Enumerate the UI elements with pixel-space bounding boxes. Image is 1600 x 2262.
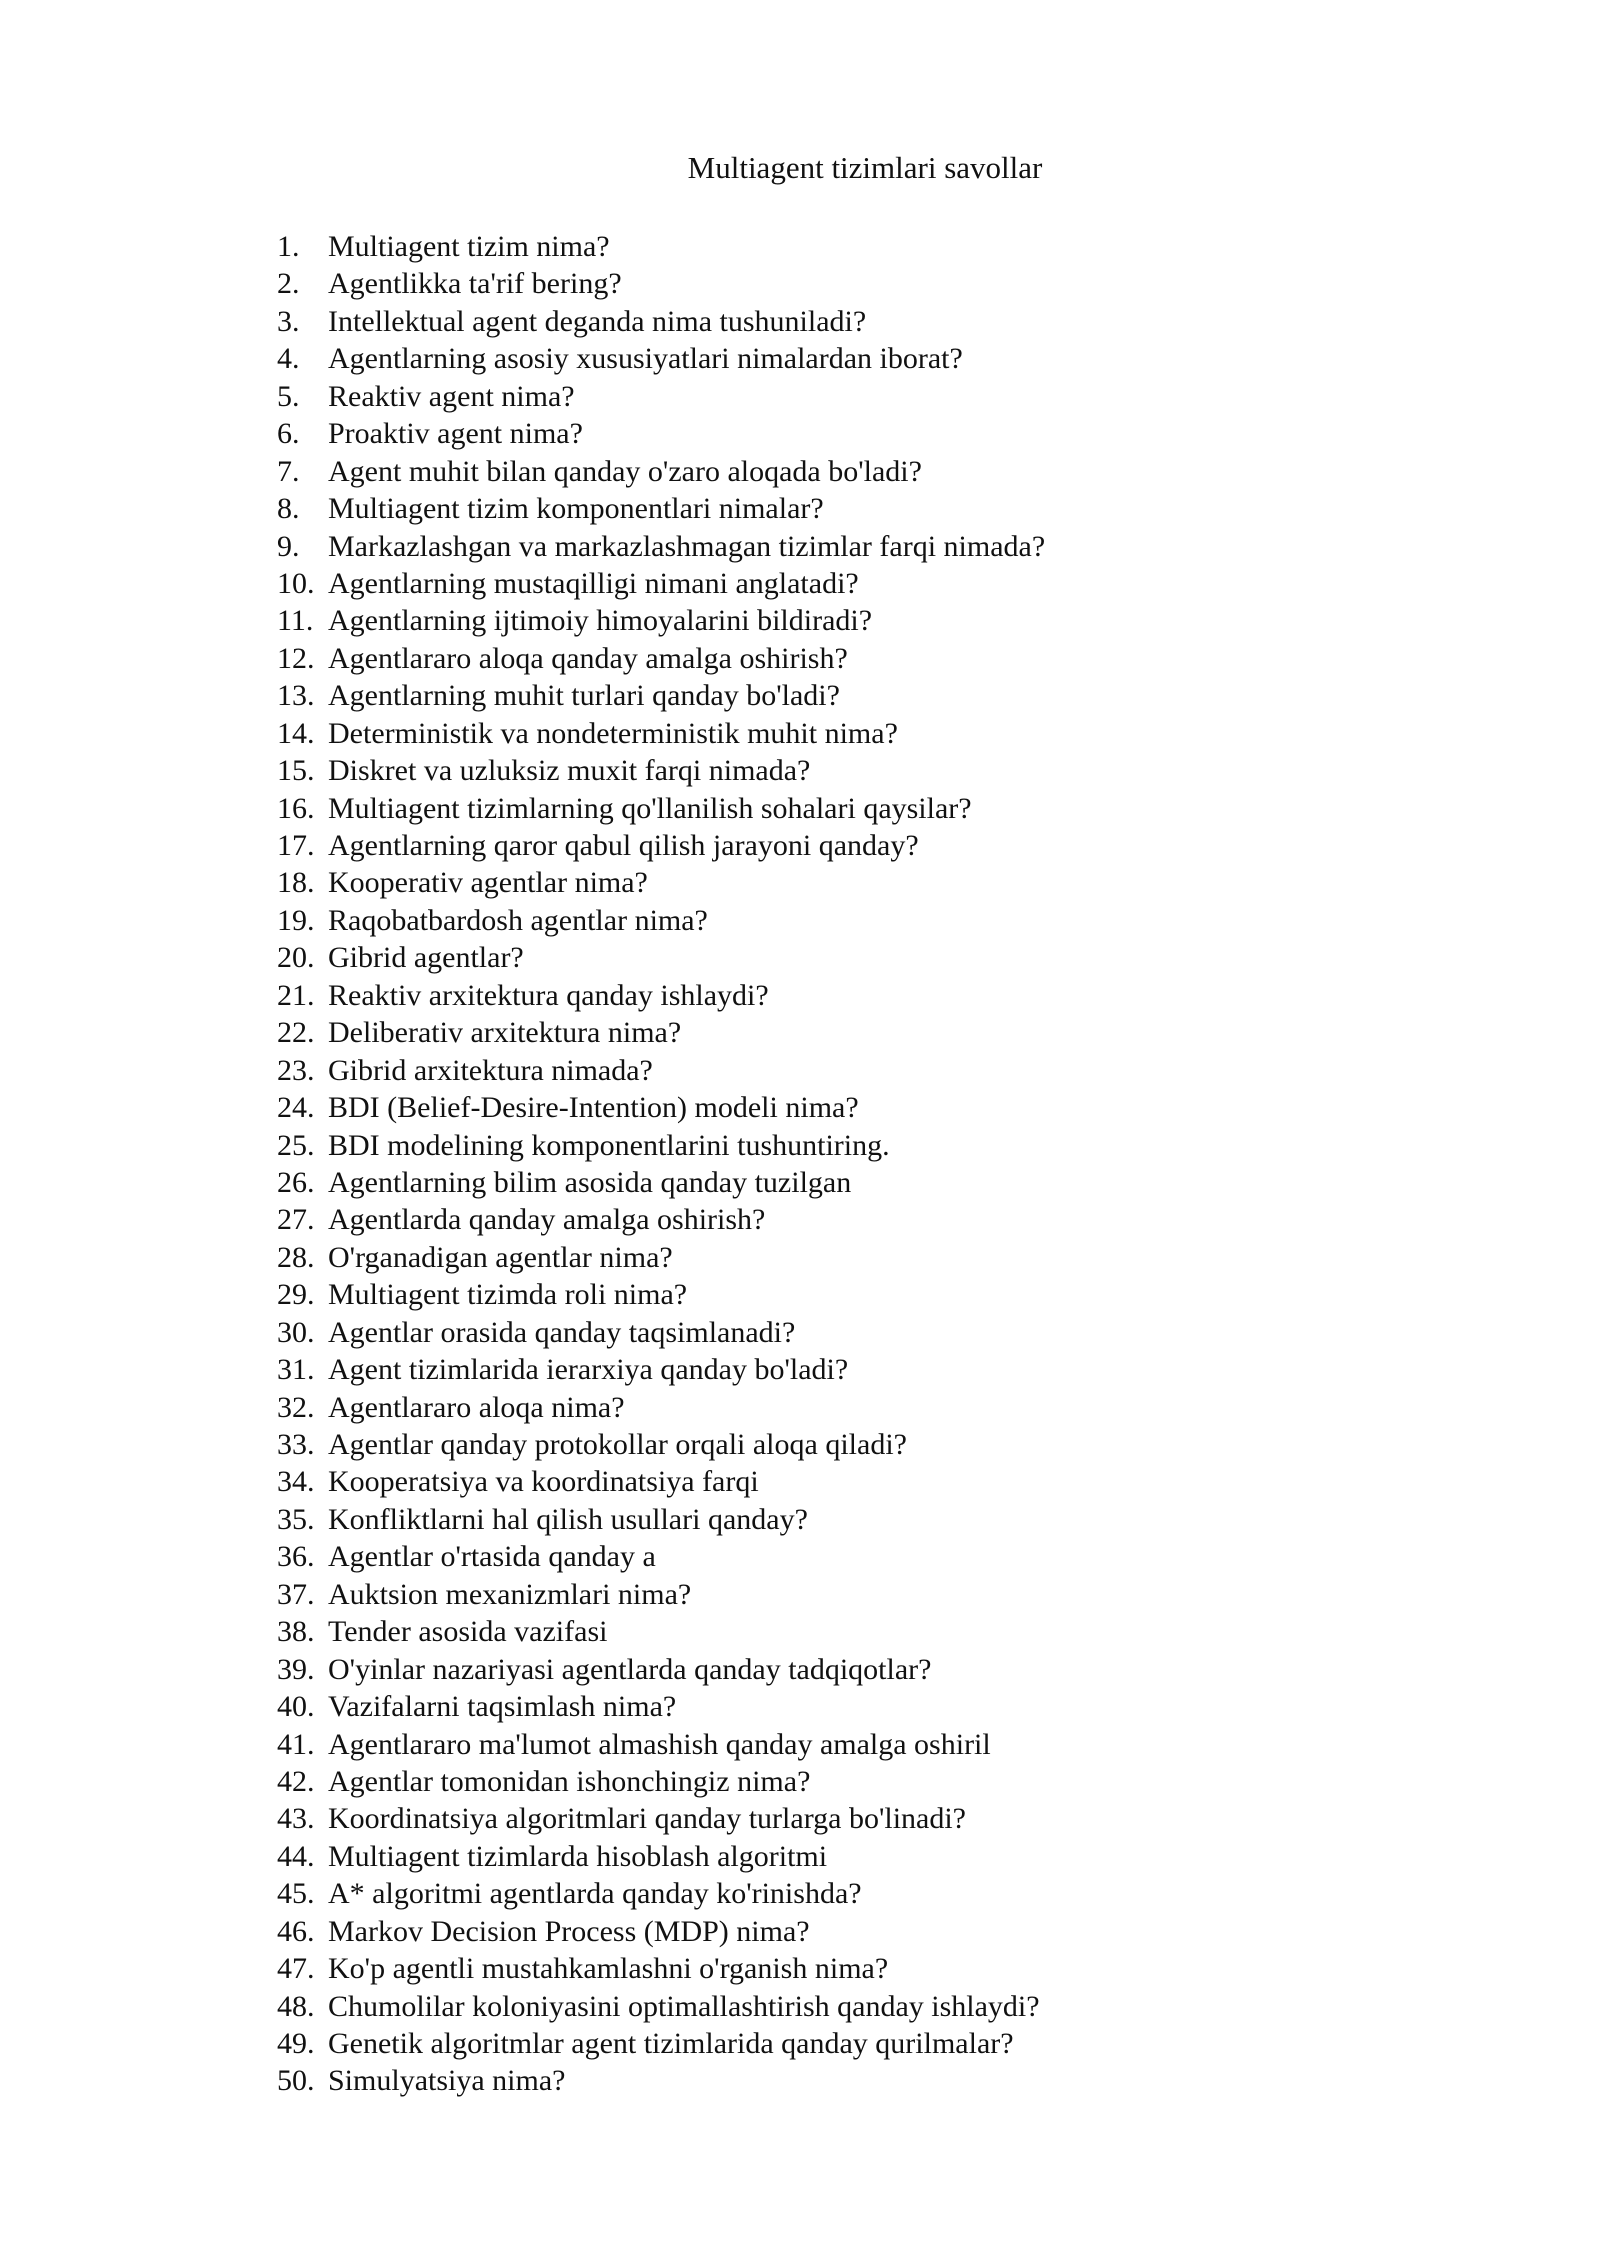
question-number: 39.: [277, 1652, 315, 1686]
question-number: 27.: [277, 1203, 315, 1237]
document-title: Multiagent tizimlari savollar: [687, 150, 1043, 185]
question-item: [277, 1838, 1045, 1875]
question-number: 17.: [277, 829, 315, 862]
question-text: Agentlarning asosiy xususiyatlari nimalardan iborat?: [328, 342, 963, 376]
question-item: [277, 1351, 1045, 1388]
question-item: [277, 228, 1045, 265]
question-item: [277, 1950, 1045, 1987]
question-item: [277, 340, 1045, 377]
question-text: Kooperativ agentlar nima?: [328, 866, 648, 900]
question-item: [277, 827, 1045, 864]
question-text: Multiagent tizimda roli nima?: [328, 1278, 688, 1312]
question-item: [277, 265, 1045, 302]
question-text: O'rganadigan agentlar nima?: [328, 1240, 673, 1274]
question-item: [277, 1052, 1045, 1089]
question-text: Agent tizimlarida ierarxiya qanday bo'ladi?: [328, 1353, 849, 1387]
question-number: 2.: [277, 267, 300, 301]
question-number: 13.: [277, 679, 315, 713]
question-item: [277, 640, 1045, 677]
question-list: [277, 228, 1045, 2100]
question-number: 16.: [277, 791, 315, 825]
question-number: 50.: [277, 2064, 315, 2098]
question-text: Vazifalarni taqsimlash nima?: [328, 1690, 677, 1724]
question-item: [277, 1613, 1045, 1650]
question-text: Chumolilar koloniyasini optimallashtirish qanday ishlaydi?: [328, 1989, 1040, 2023]
question-text: Deterministik va nondeterministik muhit nima?: [328, 716, 898, 750]
question-number: 41.: [277, 1727, 315, 1761]
question-text: Kooperatsiya va koordinatsiya farqi: [328, 1465, 759, 1499]
question-number: 30.: [277, 1315, 315, 1349]
question-item: [277, 1426, 1045, 1463]
question-item: [277, 415, 1045, 452]
question-number: 31.: [277, 1353, 315, 1387]
question-number: 49.: [277, 2027, 315, 2060]
question-number: 20.: [277, 941, 315, 975]
question-text: Reaktiv arxitektura qanday ishlaydi?: [328, 978, 769, 1012]
question-text: Auktsion mexanizmlari nima?: [328, 1577, 692, 1611]
question-text: Raqobatbardosh agentlar nima?: [328, 903, 708, 937]
question-number: 32.: [277, 1390, 315, 1424]
question-item: [277, 1875, 1045, 1912]
question-item: [277, 1800, 1045, 1837]
question-number: 42.: [277, 1764, 315, 1798]
question-text: Markov Decision Process (MDP) nima?: [328, 1914, 810, 1948]
question-item: [277, 715, 1045, 752]
question-text: Agentlarning muhit turlari qanday bo'ladi?: [328, 679, 840, 713]
question-item: [277, 1538, 1045, 1575]
question-item: [277, 490, 1045, 527]
question-number: 10.: [277, 566, 315, 600]
question-text: Agent muhit bilan qanday o'zaro aloqada bo'ladi?: [328, 454, 922, 488]
question-item: [277, 1651, 1045, 1688]
question-number: 8.: [277, 492, 300, 526]
question-text: BDI modelining komponentlarini tushuntiring.: [328, 1128, 890, 1162]
question-number: 36.: [277, 1540, 315, 1574]
question-text: Multiagent tizimlarda hisoblash algoritmi: [328, 1839, 828, 1873]
question-number: 24.: [277, 1091, 315, 1125]
question-number: 25.: [277, 1128, 315, 1162]
question-item: [277, 1463, 1045, 1500]
question-number: 29.: [277, 1278, 315, 1312]
question-text: Tender asosida vazifasi: [328, 1615, 608, 1649]
question-item: [277, 303, 1045, 340]
question-text: Konfliktlarni hal qilish usullari qanday?: [328, 1502, 808, 1536]
question-number: 7.: [277, 454, 300, 488]
question-text: Agentlarning mustaqilligi nimani anglatadi?: [328, 566, 859, 600]
question-number: 6.: [277, 417, 300, 451]
question-text: O'yinlar nazariyasi agentlarda qanday tadqiqotlar?: [328, 1652, 932, 1686]
question-text: Multiagent tizimlarning qo'llanilish sohalari qaysilar?: [328, 791, 972, 825]
question-item: [277, 602, 1045, 639]
question-text: Agentlarning ijtimoiy himoyalarini bildiradi?: [328, 604, 873, 638]
question-number: 40.: [277, 1690, 315, 1724]
question-text: Ko'p agentli mustahkamlashni o'rganish nima?: [328, 1952, 889, 1986]
question-number: 37.: [277, 1577, 315, 1611]
question-item: [277, 565, 1045, 602]
question-number: 48.: [277, 1989, 315, 2023]
question-item: [277, 1164, 1045, 1201]
question-item: [277, 677, 1045, 714]
question-number: 18.: [277, 866, 315, 900]
question-number: 23.: [277, 1053, 315, 1087]
question-text: A* algoritmi agentlarda qanday ko'rinishda?: [328, 1877, 862, 1911]
question-text: Agentlar o'rtasida qanday a: [328, 1540, 656, 1574]
question-number: 15.: [277, 754, 315, 788]
question-number: 33.: [277, 1428, 315, 1461]
question-number: 4.: [277, 342, 300, 376]
question-number: 19.: [277, 903, 315, 937]
question-number: 3.: [277, 304, 300, 338]
question-number: 34.: [277, 1465, 315, 1499]
question-number: 26.: [277, 1165, 315, 1199]
question-text: Reaktiv agent nima?: [328, 379, 575, 413]
question-text: Gibrid arxitektura nimada?: [328, 1053, 653, 1087]
question-text: Intellektual agent deganda nima tushuniladi?: [328, 304, 867, 338]
question-text: Markazlashgan va markazlashmagan tizimlar farqi nimada?: [328, 529, 1046, 563]
question-text: Agentlarning bilim asosida qanday tuzilgan: [328, 1165, 852, 1199]
question-item: [277, 1726, 1045, 1763]
question-text: Agentlararo aloqa nima?: [328, 1390, 625, 1424]
question-item: [277, 1501, 1045, 1538]
question-item: [277, 453, 1045, 490]
question-number: 22.: [277, 1016, 315, 1050]
question-text: Agentlararo ma'lumot almashish qanday amalga oshiril: [328, 1727, 991, 1761]
question-number: 35.: [277, 1502, 315, 1536]
question-item: [277, 1201, 1045, 1238]
question-item: [277, 2062, 1045, 2099]
question-item: [277, 902, 1045, 939]
question-text: Agentlar qanday protokollar orqali aloqa qiladi?: [328, 1428, 907, 1461]
question-text: Genetik algoritmlar agent tizimlarida qanday qurilmalar?: [328, 2027, 1014, 2060]
question-text: Multiagent tizim komponentlari nimalar?: [328, 492, 824, 526]
question-number: 44.: [277, 1839, 315, 1873]
question-text: Multiagent tizim nima?: [328, 230, 610, 263]
question-number: 45.: [277, 1877, 315, 1911]
question-number: 28.: [277, 1240, 315, 1274]
question-number: 38.: [277, 1615, 315, 1649]
question-item: [277, 864, 1045, 901]
question-item: [277, 1239, 1045, 1276]
question-text: Agentlarda qanday amalga oshirish?: [328, 1203, 766, 1237]
question-item: [277, 1988, 1045, 2025]
question-item: [277, 2025, 1045, 2062]
question-number: 46.: [277, 1914, 315, 1948]
question-item: [277, 1127, 1045, 1164]
question-item: [277, 378, 1045, 415]
question-text: Diskret va uzluksiz muxit farqi nimada?: [328, 754, 811, 788]
question-item: [277, 752, 1045, 789]
question-item: [277, 1089, 1045, 1126]
question-text: Gibrid agentlar?: [328, 941, 524, 975]
question-item: [277, 1014, 1045, 1051]
question-item: [277, 1314, 1045, 1351]
question-item: [277, 1389, 1045, 1426]
question-number: 9.: [277, 529, 300, 563]
question-number: 14.: [277, 716, 315, 750]
question-number: 21.: [277, 978, 315, 1012]
question-text: Agentlarning qaror qabul qilish jarayoni qanday?: [328, 829, 919, 862]
question-number: 47.: [277, 1952, 315, 1986]
question-item: [277, 790, 1045, 827]
question-text: Simulyatsiya nima?: [328, 2064, 566, 2098]
question-number: 1.: [277, 230, 300, 263]
question-number: 12.: [277, 641, 315, 675]
question-number: 5.: [277, 379, 300, 413]
question-item: [277, 1688, 1045, 1725]
question-text: BDI (Belief-Desire-Intention) modeli nima?: [328, 1091, 859, 1125]
question-item: [277, 1276, 1045, 1313]
question-item: [277, 528, 1045, 565]
question-text: Agentlar tomonidan ishonchingiz nima?: [328, 1764, 811, 1798]
question-item: [277, 977, 1045, 1014]
question-text: Proaktiv agent nima?: [328, 417, 583, 451]
question-text: Agentlikka ta'rif bering?: [328, 267, 622, 301]
question-text: Agentlar orasida qanday taqsimlanadi?: [328, 1315, 796, 1349]
question-text: Agentlararo aloqa qanday amalga oshirish?: [328, 641, 848, 675]
question-item: [277, 1763, 1045, 1800]
question-number: 11.: [277, 604, 314, 638]
question-item: [277, 1913, 1045, 1950]
question-number: 43.: [277, 1802, 315, 1836]
question-text: Koordinatsiya algoritmlari qanday turlarga bo'linadi?: [328, 1802, 966, 1836]
question-item: [277, 1576, 1045, 1613]
question-text: Deliberativ arxitektura nima?: [328, 1016, 682, 1050]
question-item: [277, 939, 1045, 976]
